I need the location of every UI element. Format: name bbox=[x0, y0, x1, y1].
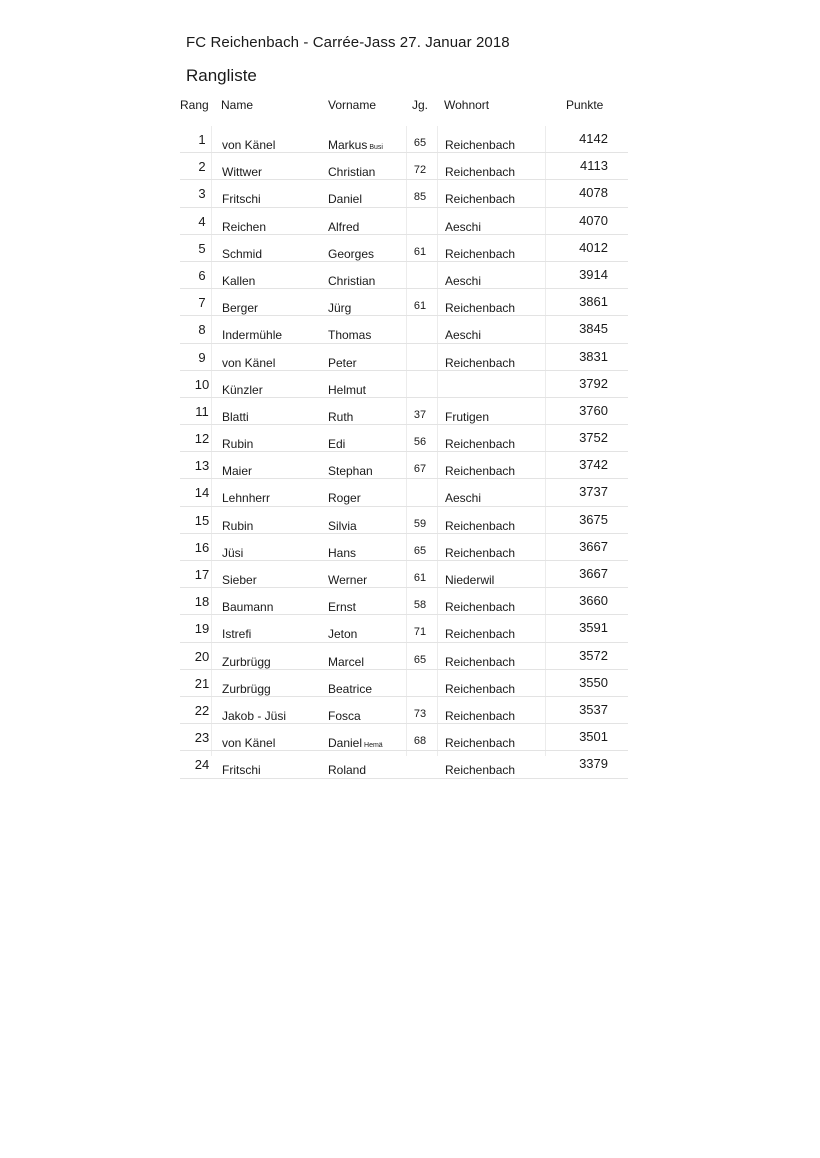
table-row bbox=[180, 697, 628, 724]
wohnort-cell: Reichenbach bbox=[445, 681, 516, 696]
rank-cell: 16 bbox=[194, 539, 210, 555]
vorname-cell bbox=[328, 437, 345, 451]
name-cell: Künzler bbox=[222, 382, 263, 397]
rank-cell: 19 bbox=[194, 621, 210, 637]
vorname-text: Edi bbox=[328, 437, 346, 452]
punkte-cell: 3660 bbox=[579, 593, 608, 609]
jahrgang-cell: 58 bbox=[413, 599, 427, 612]
punkte-cell: 3737 bbox=[579, 484, 608, 500]
wohnort-cell: Reichenbach bbox=[445, 708, 516, 723]
rank-cell: 3 bbox=[198, 186, 206, 202]
column-header-vorname: Vorname bbox=[328, 98, 377, 112]
vorname-cell bbox=[328, 165, 375, 179]
name-cell: Maier bbox=[222, 464, 253, 479]
punkte-cell: 4078 bbox=[579, 185, 608, 201]
jahrgang-cell: 65 bbox=[413, 653, 427, 666]
vorname-cell bbox=[328, 600, 356, 614]
vorname-text: Roland bbox=[328, 763, 367, 778]
table-row bbox=[180, 289, 628, 316]
wohnort-cell: Reichenbach bbox=[445, 545, 516, 560]
table-row bbox=[180, 643, 628, 670]
wohnort-cell: Reichenbach bbox=[445, 654, 516, 669]
jahrgang-cell: 61 bbox=[413, 245, 427, 258]
name-cell: Lehnherr bbox=[222, 491, 271, 506]
vorname-text: Roger bbox=[328, 491, 361, 506]
jahrgang-cell: 59 bbox=[413, 517, 427, 530]
wohnort-cell: Reichenbach bbox=[445, 192, 516, 207]
punkte-cell: 4012 bbox=[579, 239, 608, 255]
punkte-cell: 3831 bbox=[579, 348, 608, 364]
rank-cell: 15 bbox=[194, 512, 210, 528]
rank-cell: 11 bbox=[195, 403, 209, 419]
rank-cell: 20 bbox=[194, 648, 210, 664]
name-cell: von Känel bbox=[222, 355, 276, 370]
table-row bbox=[180, 398, 628, 425]
wohnort-cell: Reichenbach bbox=[445, 138, 516, 152]
jahrgang-cell: 37 bbox=[413, 408, 427, 421]
vorname-cell bbox=[328, 573, 367, 587]
rank-cell: 23 bbox=[194, 730, 210, 746]
table-row bbox=[180, 724, 628, 751]
vorname-text: Hans bbox=[328, 545, 357, 560]
vorname-cell bbox=[328, 356, 357, 370]
wohnort-cell: Reichenbach bbox=[445, 627, 516, 642]
vorname-text: Stephan bbox=[328, 464, 373, 479]
vorname-text: Ernst bbox=[328, 600, 357, 615]
vorname-cell bbox=[328, 519, 357, 533]
rank-cell: 22 bbox=[194, 702, 210, 718]
wohnort-cell: Reichenbach bbox=[445, 600, 516, 615]
vorname-cell bbox=[328, 682, 372, 696]
name-cell: Zurbrügg bbox=[222, 681, 271, 696]
wohnort-cell: Reichenbach bbox=[445, 165, 516, 180]
vorname-text: Beatrice bbox=[328, 681, 373, 696]
rank-cell: 5 bbox=[198, 240, 206, 256]
jahrgang-cell: 85 bbox=[413, 191, 427, 204]
table-row bbox=[180, 235, 628, 262]
punkte-cell: 3861 bbox=[579, 294, 608, 310]
table-row bbox=[180, 615, 628, 642]
punkte-cell: 3591 bbox=[579, 620, 608, 636]
vorname-text: Georges bbox=[328, 246, 375, 261]
jahrgang-cell: 67 bbox=[413, 463, 427, 476]
vorname-text: Alfred bbox=[328, 219, 360, 234]
vorname-text: Werner bbox=[328, 573, 368, 587]
rank-cell: 7 bbox=[198, 295, 206, 311]
punkte-cell: 3667 bbox=[579, 538, 608, 554]
punkte-cell: 3667 bbox=[579, 566, 608, 581]
rank-cell: 2 bbox=[198, 159, 206, 175]
column-header-rang: Rang bbox=[180, 98, 209, 112]
rank-cell: 13 bbox=[194, 458, 210, 474]
vorname-text: Peter bbox=[328, 355, 357, 370]
punkte-cell: 3501 bbox=[579, 729, 608, 745]
vorname-text: Daniel bbox=[328, 192, 363, 207]
name-cell: Jüsi bbox=[222, 545, 244, 560]
vorname-cell bbox=[328, 464, 373, 478]
wohnort-cell: Reichenbach bbox=[445, 437, 516, 452]
wohnort-cell: Reichenbach bbox=[445, 355, 516, 370]
table-row bbox=[180, 561, 628, 588]
jahrgang-cell: 61 bbox=[413, 300, 427, 313]
rank-cell: 10 bbox=[194, 376, 210, 392]
vorname-cell bbox=[328, 491, 361, 505]
vorname-text: Jürg bbox=[328, 301, 352, 316]
table-row bbox=[180, 425, 628, 452]
jahrgang-cell: 65 bbox=[413, 544, 427, 557]
rank-cell: 24 bbox=[194, 757, 210, 773]
wohnort-cell: Reichenbach bbox=[445, 464, 516, 479]
table-row bbox=[180, 344, 628, 371]
rank-cell: 14 bbox=[194, 485, 210, 501]
table-row bbox=[180, 126, 628, 153]
wohnort-cell: Aeschi bbox=[445, 328, 482, 343]
name-cell: Wittwer bbox=[222, 165, 262, 180]
jahrgang-cell: 56 bbox=[413, 436, 427, 449]
wohnort-cell: Frutigen bbox=[445, 409, 490, 424]
table-row bbox=[180, 479, 628, 506]
vorname-cell bbox=[328, 383, 366, 397]
vorname-text: Jeton bbox=[328, 627, 358, 642]
table-row bbox=[180, 208, 628, 235]
rank-cell: 17 bbox=[194, 567, 210, 582]
wohnort-cell: Reichenbach bbox=[445, 246, 516, 261]
table-row bbox=[180, 507, 628, 534]
vorname-cell bbox=[328, 627, 357, 641]
name-cell: Reichen bbox=[222, 219, 267, 234]
jahrgang-cell: 68 bbox=[413, 735, 427, 748]
table-header bbox=[0, 98, 820, 116]
rank-cell: 6 bbox=[198, 267, 206, 283]
table-row bbox=[180, 262, 628, 289]
name-cell: von Känel bbox=[222, 138, 276, 152]
punkte-cell: 3550 bbox=[579, 674, 608, 690]
name-cell: Zurbrügg bbox=[222, 654, 271, 669]
rank-cell: 4 bbox=[198, 213, 206, 229]
punkte-cell: 3752 bbox=[579, 430, 608, 446]
table-row bbox=[180, 670, 628, 697]
table-row bbox=[180, 452, 628, 479]
punkte-cell: 3760 bbox=[579, 402, 608, 418]
table-row bbox=[180, 316, 628, 343]
name-cell: Rubin bbox=[222, 518, 254, 533]
name-cell: Kallen bbox=[222, 273, 256, 288]
punkte-cell: 3914 bbox=[579, 266, 608, 282]
column-header-jg: Jg. bbox=[412, 98, 429, 112]
jahrgang-cell: 61 bbox=[413, 572, 427, 584]
column-header-name: Name bbox=[221, 98, 254, 112]
name-cell: Rubin bbox=[222, 437, 254, 452]
punkte-cell: 3845 bbox=[579, 321, 608, 337]
rank-cell: 18 bbox=[194, 594, 210, 610]
wohnort-cell: Reichenbach bbox=[445, 763, 516, 778]
wohnort-cell: Reichenbach bbox=[445, 518, 516, 533]
vorname-text: Silvia bbox=[328, 518, 357, 533]
wohnort-cell: Aeschi bbox=[445, 219, 482, 234]
name-cell: Fritschi bbox=[222, 192, 261, 207]
vorname-text: Helmut bbox=[328, 382, 367, 397]
vorname-cell bbox=[328, 220, 359, 234]
vorname-text: Daniel bbox=[328, 736, 363, 751]
rank-cell: 12 bbox=[194, 431, 210, 447]
vorname-cell bbox=[328, 546, 356, 560]
punkte-cell: 3379 bbox=[579, 756, 608, 772]
name-cell: Jakob - Jüsi bbox=[222, 708, 287, 723]
vorname-text: Marcel bbox=[328, 654, 365, 669]
vorname-cell bbox=[328, 274, 375, 288]
punkte-cell: 4113 bbox=[580, 158, 608, 174]
name-cell: Blatti bbox=[222, 409, 249, 424]
wohnort-cell: Niederwil bbox=[445, 573, 495, 587]
name-cell: Istrefi bbox=[222, 627, 252, 642]
table-row bbox=[180, 588, 628, 615]
punkte-cell: 3792 bbox=[579, 375, 608, 391]
column-header-wohnort: Wohnort bbox=[444, 98, 490, 112]
vorname-cell bbox=[328, 247, 374, 261]
wohnort-cell: Reichenbach bbox=[445, 736, 516, 751]
vorname-cell bbox=[328, 763, 366, 777]
page-title: FC Reichenbach - Carrée-Jass 27. Januar 2018 bbox=[186, 34, 510, 51]
vorname-text: Ruth bbox=[328, 409, 354, 424]
punkte-cell: 4142 bbox=[579, 131, 608, 146]
wohnort-cell: Reichenbach bbox=[445, 301, 516, 316]
vorname-text: Fosca bbox=[328, 708, 361, 723]
rank-cell: 21 bbox=[194, 675, 210, 691]
vorname-cell bbox=[328, 138, 383, 152]
jahrgang-cell: 71 bbox=[413, 626, 427, 639]
vorname-text: Thomas bbox=[328, 328, 372, 343]
table-row bbox=[180, 180, 628, 207]
column-header-punkte: Punkte bbox=[566, 98, 604, 112]
vorname-cell bbox=[328, 192, 362, 206]
wohnort-cell: Aeschi bbox=[445, 273, 482, 288]
name-cell: Baumann bbox=[222, 600, 274, 615]
name-cell: Indermühle bbox=[222, 328, 283, 343]
vorname-cell bbox=[328, 328, 371, 342]
punkte-cell: 4070 bbox=[579, 212, 608, 228]
nickname-suffix: Hemä bbox=[364, 742, 383, 750]
rank-cell: 8 bbox=[198, 322, 206, 338]
table-row bbox=[180, 371, 628, 398]
name-cell: Schmid bbox=[222, 246, 263, 261]
jahrgang-cell: 65 bbox=[413, 137, 427, 149]
wohnort-cell: Aeschi bbox=[445, 491, 482, 506]
punkte-cell: 3675 bbox=[579, 511, 608, 527]
vorname-cell bbox=[328, 709, 361, 723]
vorname-text: Markus bbox=[328, 138, 368, 152]
vorname-text: Christian bbox=[328, 273, 376, 288]
rank-cell: 9 bbox=[198, 349, 206, 365]
ranking-table bbox=[180, 126, 628, 779]
name-cell: von Känel bbox=[222, 736, 276, 751]
vorname-cell bbox=[328, 736, 383, 750]
rank-cell: 1 bbox=[198, 132, 206, 147]
jahrgang-cell: 72 bbox=[413, 164, 427, 177]
jahrgang-cell: 73 bbox=[413, 707, 427, 720]
name-cell: Sieber bbox=[222, 573, 257, 587]
nickname-suffix: Busi bbox=[369, 144, 383, 151]
vorname-cell bbox=[328, 410, 353, 424]
table-row bbox=[180, 751, 628, 778]
name-cell: Fritschi bbox=[222, 763, 261, 778]
name-cell: Berger bbox=[222, 301, 259, 316]
section-title: Rangliste bbox=[186, 66, 257, 85]
table-row bbox=[180, 534, 628, 561]
punkte-cell: 3742 bbox=[579, 457, 608, 473]
vorname-cell bbox=[328, 655, 364, 669]
punkte-cell: 3537 bbox=[579, 701, 608, 717]
vorname-text: Christian bbox=[328, 165, 376, 180]
table-row bbox=[180, 153, 628, 180]
punkte-cell: 3572 bbox=[579, 647, 608, 663]
vorname-cell bbox=[328, 301, 351, 315]
